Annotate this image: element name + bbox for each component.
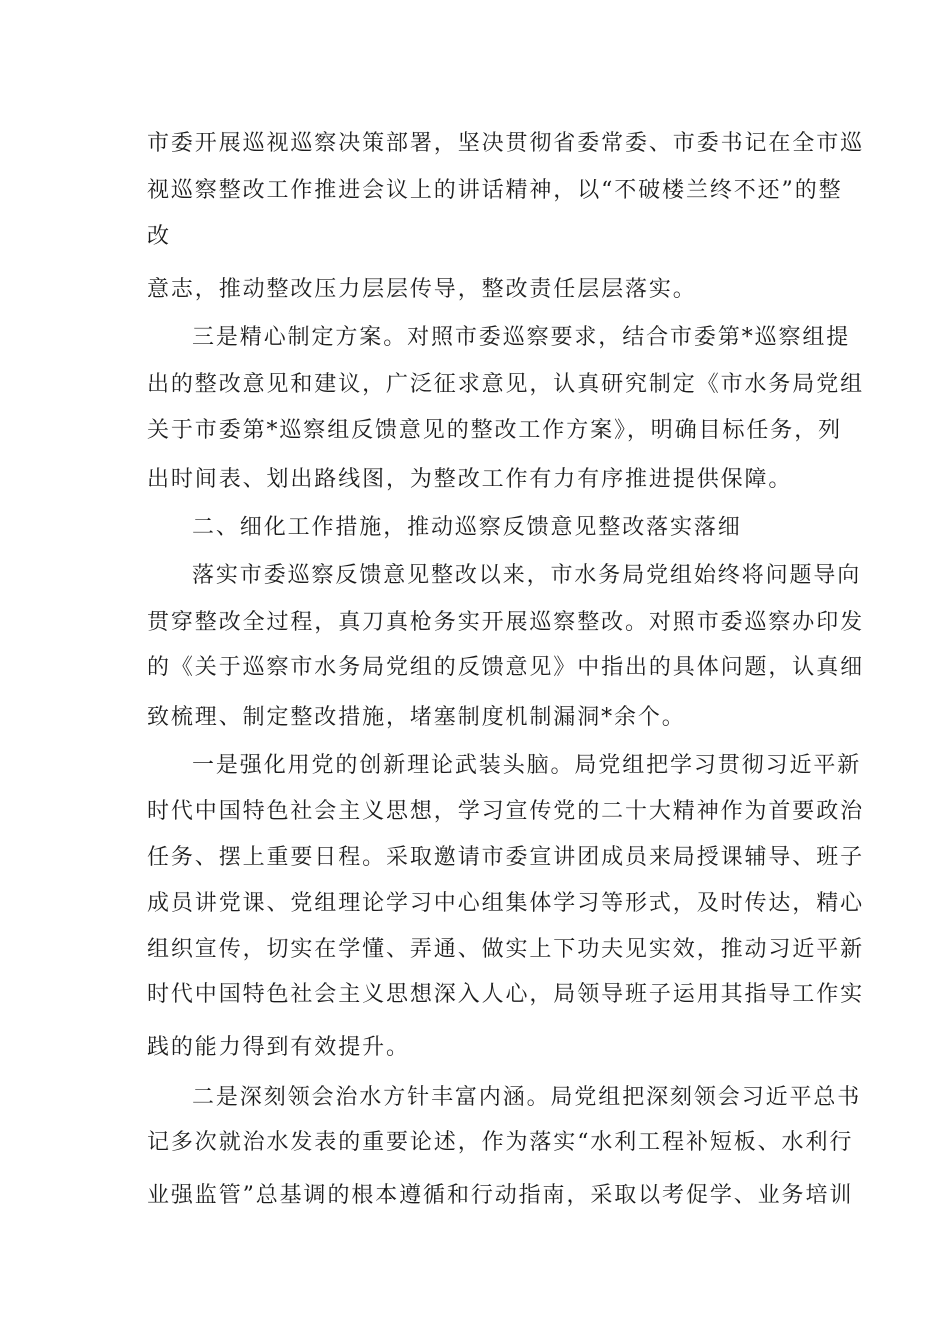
body-text-line: 贯穿整改全过程，真刀真枪务实开展巡察整改。对照市委巡察办印发 — [147, 610, 865, 635]
body-text-line: 记多次就治水发表的重要论述，作为落实“水利工程补短板、水利行 — [147, 1130, 854, 1155]
body-text-line: 成员讲党课、党组理论学习中心组集体学习等形式，及时传达，精心 — [147, 891, 865, 916]
body-text-line: 关于市委第*巡察组反馈意见的整改工作方案》，明确目标任务，列 — [147, 418, 843, 443]
body-text-line: 改 — [147, 224, 171, 249]
paragraph-start: 一是强化用党的创新理论武装头脑。局党组把学习贯彻习近平新 — [192, 753, 862, 778]
body-text-line: 出的整改意见和建议，广泛征求意见，认真研究制定《市水务局党组 — [147, 372, 865, 397]
body-text-line: 市委开展巡视巡察决策部署，坚决贯彻省委常委、市委书记在全市巡 — [147, 131, 865, 156]
body-text-line: 组织宣传，切实在学懂、弄通、做实上下功夫见实效，推动习近平新 — [147, 937, 865, 962]
body-text-line: 业强监管”总基调的根本遵循和行动指南，采取以考促学、业务培训 — [147, 1183, 854, 1208]
body-text-line: 时代中国特色社会主义思想深入人心，局领导班子运用其指导工作实 — [147, 982, 865, 1007]
body-text-line: 出时间表、划出路线图，为整改工作有力有序推进提供保障。 — [147, 467, 793, 492]
paragraph-start: 落实市委巡察反馈意见整改以来，市水务局党组始终将问题导向 — [192, 563, 862, 588]
body-text-line: 视巡察整改工作推进会议上的讲话精神，以“不破楼兰终不还”的整 — [147, 178, 843, 203]
section-heading: 二、细化工作措施，推动巡察反馈意见整改落实落细 — [192, 515, 742, 540]
paragraph-start: 二是深刻领会治水方针丰富内涵。局党组把深刻领会习近平总书 — [192, 1085, 862, 1110]
body-text-line: 致梳理、制定整改措施，堵塞制度机制漏洞*余个。 — [147, 705, 686, 730]
body-text-line: 任务、摆上重要日程。采取邀请市委宣讲团成员来局授课辅导、班子 — [147, 845, 865, 870]
paragraph-start: 三是精心制定方案。对照市委巡察要求，结合市委第*巡察组提 — [192, 325, 851, 350]
body-text-line: 践的能力得到有效提升。 — [147, 1035, 410, 1060]
body-text-line: 时代中国特色社会主义思想，学习宣传党的二十大精神作为首要政治 — [147, 799, 865, 824]
body-text-line: 的《关于巡察市水务局党组的反馈意见》中指出的具体问题，认真细 — [147, 655, 865, 680]
body-text-line: 意志，推动整改压力层层传导，整改责任层层落实。 — [147, 277, 697, 302]
